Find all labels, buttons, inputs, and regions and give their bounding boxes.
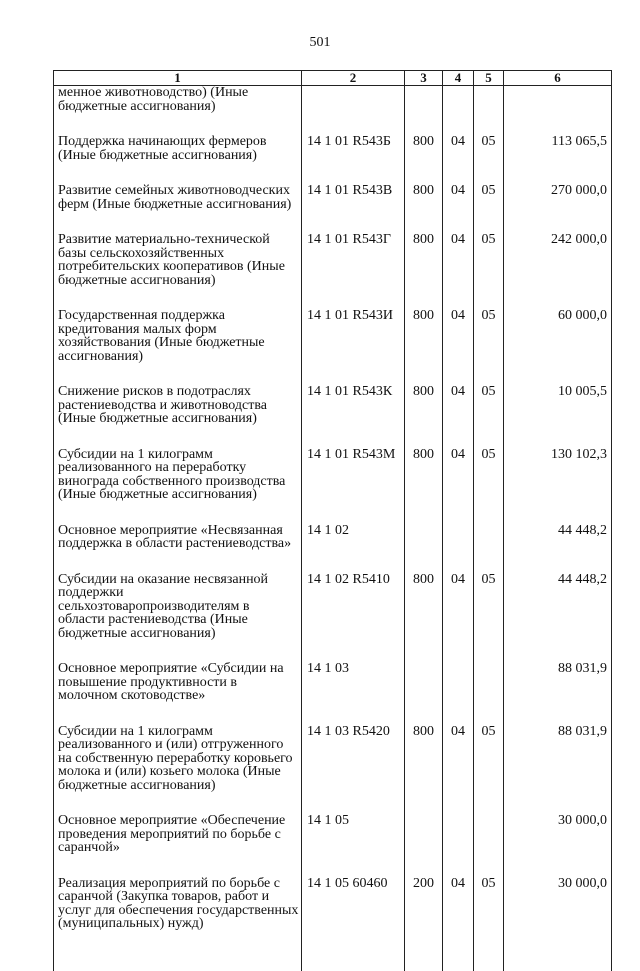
row-name: Основное мероприятие «Обеспечение проведения мероприятий по борьбе с саранчой» <box>54 814 302 855</box>
row-col5: 05 <box>474 233 504 287</box>
table-row <box>54 309 612 363</box>
table-row <box>54 184 612 211</box>
table-row <box>54 135 612 162</box>
row-name: Развитие материально-технической базы сельскохозяйственных потребительских кооперативов (Иные бюджетные ассигнования) <box>54 233 302 287</box>
row-col5: 05 <box>474 385 504 426</box>
row-amount <box>504 86 612 114</box>
row-col5: 05 <box>474 448 504 502</box>
row-col4: 04 <box>443 135 474 162</box>
row-col3: 800 <box>405 233 443 287</box>
row-name: Развитие семейных животноводческих ферм (Иные бюджетные ассигнования) <box>54 184 302 211</box>
row-col3: 800 <box>405 385 443 426</box>
column-header: 5 <box>474 71 504 86</box>
row-code: 14 1 01 R543И <box>302 309 405 363</box>
row-name: Основное мероприятие «Несвязанная поддержка в области растениеводства» <box>54 524 302 551</box>
row-amount: 242 000,0 <box>504 233 612 287</box>
row-amount: 270 000,0 <box>504 184 612 211</box>
table-row <box>54 662 612 703</box>
row-col5 <box>474 662 504 703</box>
row-col3: 800 <box>405 573 443 641</box>
row-code: 14 1 05 <box>302 814 405 855</box>
row-col4 <box>443 814 474 855</box>
row-col5 <box>474 524 504 551</box>
row-amount: 60 000,0 <box>504 309 612 363</box>
row-amount: 30 000,0 <box>504 877 612 931</box>
column-header: 3 <box>405 71 443 86</box>
row-code: 14 1 03 R5420 <box>302 725 405 793</box>
row-col5: 05 <box>474 877 504 931</box>
row-code: 14 1 01 R543Г <box>302 233 405 287</box>
row-col4: 04 <box>443 385 474 426</box>
table-row <box>54 814 612 855</box>
row-name: менное животноводство) (Иные бюджетные ассигнования) <box>54 86 302 114</box>
row-name: Субсидии на 1 килограмм реализованного на переработку винограда собственного производства (Иные бюджетные ассигнования) <box>54 448 302 502</box>
row-col4 <box>443 662 474 703</box>
row-col4: 04 <box>443 877 474 931</box>
row-col4: 04 <box>443 309 474 363</box>
table-row <box>54 524 612 551</box>
row-col4: 04 <box>443 448 474 502</box>
row-code: 14 1 01 R543К <box>302 385 405 426</box>
row-amount: 44 448,2 <box>504 573 612 641</box>
page-number: 501 <box>309 35 331 50</box>
row-col4: 04 <box>443 573 474 641</box>
row-col4: 04 <box>443 725 474 793</box>
row-col3: 200 <box>405 877 443 931</box>
row-code: 14 1 02 R5410 <box>302 573 405 641</box>
table-row <box>54 877 612 931</box>
table-header-row <box>54 71 612 86</box>
row-col5 <box>474 814 504 855</box>
row-col3 <box>405 86 443 114</box>
table-row <box>54 448 612 502</box>
column-header: 2 <box>302 71 405 86</box>
column-header: 6 <box>504 71 612 86</box>
row-code: 14 1 01 R543В <box>302 184 405 211</box>
row-col4 <box>443 86 474 114</box>
column-header: 1 <box>54 71 302 86</box>
row-col3: 800 <box>405 725 443 793</box>
row-col3 <box>405 662 443 703</box>
row-col3: 800 <box>405 448 443 502</box>
table-row <box>54 233 612 287</box>
table-row <box>54 725 612 793</box>
row-code: 14 1 03 <box>302 662 405 703</box>
row-col3 <box>405 524 443 551</box>
row-name: Субсидии на 1 килограмм реализованного и (или) отгруженного на собственную переработку коровьего молока и (или) козьего молока (Иные бюджетные ассигнования) <box>54 725 302 793</box>
budget-table <box>53 70 612 971</box>
row-amount: 113 065,5 <box>504 135 612 162</box>
row-col3: 800 <box>405 309 443 363</box>
row-col5: 05 <box>474 725 504 793</box>
table-row <box>54 385 612 426</box>
row-amount: 30 000,0 <box>504 814 612 855</box>
budget-table-container <box>53 70 611 931</box>
row-col4 <box>443 524 474 551</box>
row-code: 14 1 01 R543М <box>302 448 405 502</box>
table-row <box>54 573 612 641</box>
row-code: 14 1 01 R543Б <box>302 135 405 162</box>
row-col5 <box>474 86 504 114</box>
row-col3: 800 <box>405 184 443 211</box>
row-col4: 04 <box>443 233 474 287</box>
row-name: Реализация мероприятий по борьбе с саранчой (Закупка товаров, работ и услуг для обеспечения государственных (муниципальных) нужд) <box>54 877 302 931</box>
row-col4: 04 <box>443 184 474 211</box>
row-code: 14 1 02 <box>302 524 405 551</box>
row-amount: 130 102,3 <box>504 448 612 502</box>
row-col5: 05 <box>474 135 504 162</box>
row-name: Государственная поддержка кредитования малых форм хозяйствования (Иные бюджетные ассигнования) <box>54 309 302 363</box>
row-col5: 05 <box>474 184 504 211</box>
table-row <box>54 86 612 114</box>
row-name: Основное мероприятие «Субсидии на повышение продуктивности в молочном скотоводстве» <box>54 662 302 703</box>
row-code <box>302 86 405 114</box>
row-name: Поддержка начинающих фермеров (Иные бюджетные ассигнования) <box>54 135 302 162</box>
row-amount: 88 031,9 <box>504 662 612 703</box>
column-header: 4 <box>443 71 474 86</box>
row-col5: 05 <box>474 309 504 363</box>
row-name: Снижение рисков в подотраслях растениеводства и животноводства (Иные бюджетные ассигнования) <box>54 385 302 426</box>
row-name: Субсидии на оказание несвязанной поддержки сельхозтоваропроизводителям в области растениеводства (Иные бюджетные ассигнования) <box>54 573 302 641</box>
row-code: 14 1 05 60460 <box>302 877 405 931</box>
row-amount: 88 031,9 <box>504 725 612 793</box>
row-col3: 800 <box>405 135 443 162</box>
row-col5: 05 <box>474 573 504 641</box>
row-amount: 10 005,5 <box>504 385 612 426</box>
row-col3 <box>405 814 443 855</box>
table-body <box>54 86 612 971</box>
row-amount: 44 448,2 <box>504 524 612 551</box>
